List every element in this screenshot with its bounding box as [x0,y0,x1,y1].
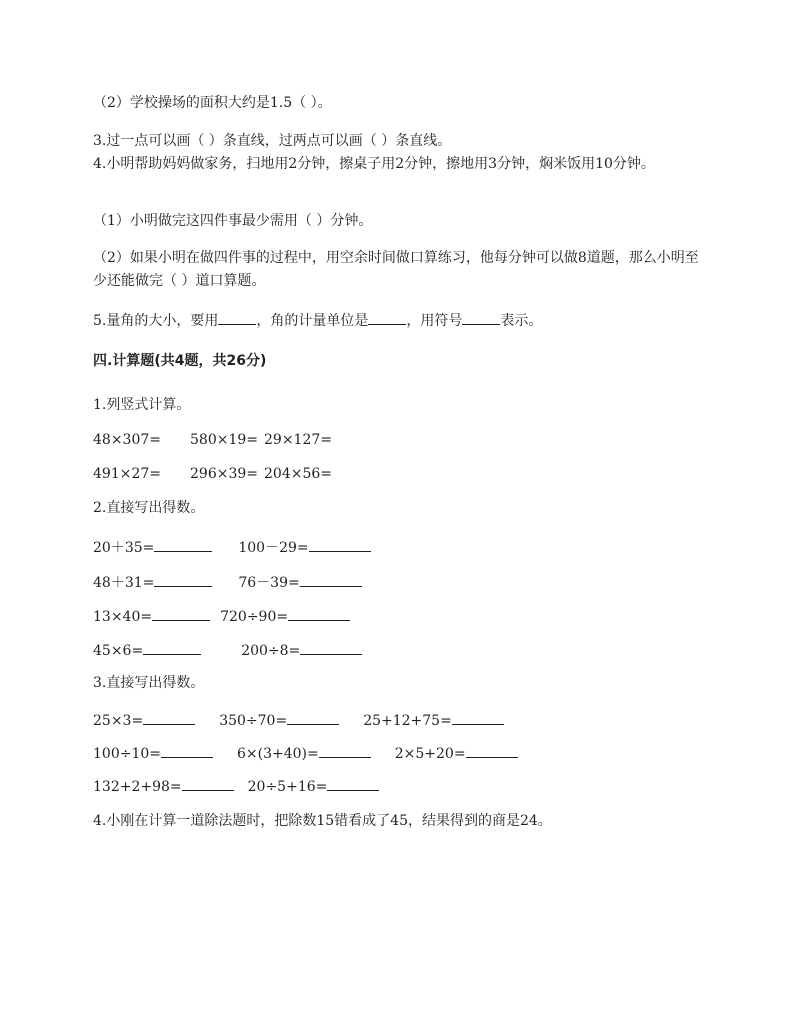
mental-math-item: 350÷70= [219,713,288,729]
answer-blank[interactable] [154,537,212,552]
question-3-2: （2）学校操场的面积大约是1.5（ ）。 [93,95,332,111]
answer-blank[interactable] [288,606,350,621]
mental-math-item: 720÷90= [220,609,289,625]
question-4-2-title: 2.直接写出得数。 [93,500,205,516]
calc-item: 29×127= [264,432,332,448]
calc-row [93,465,332,483]
answer-blank[interactable] [452,710,504,725]
answer-blank[interactable] [300,640,362,655]
mental-math-item: 45×6= [93,643,144,659]
answer-blank[interactable] [466,743,518,758]
mental-math-item: 20÷5+16= [247,779,328,795]
mental-math-item: 76－39= [238,575,300,591]
answer-blank[interactable] [368,310,406,325]
question-4-3-title: 3.直接写出得数。 [93,675,205,691]
mental-math-item: 200÷8= [241,643,301,659]
mental-math-row [93,640,362,660]
mental-math-item: 25+12+75= [363,713,452,729]
question-3-5-part1: 5.量角的大小，要用 [93,313,219,329]
answer-blank[interactable] [287,710,339,725]
question-3-5 [93,310,542,330]
mental-math-item: 6×(3+40)= [237,746,319,762]
answer-blank[interactable] [154,572,212,587]
question-3-5-part2: ，角的计量单位是 [256,313,369,329]
calc-row [93,431,332,449]
mental-math-item: 132+2+98= [93,779,182,795]
mental-math-row [93,710,504,730]
answer-blank[interactable] [161,743,213,758]
calc-item: 204×56= [264,466,332,482]
mental-math-row [93,776,379,796]
calc-item: 491×27= [93,466,161,482]
answer-blank[interactable] [309,537,371,552]
answer-blank[interactable] [218,310,256,325]
answer-blank[interactable] [300,572,362,587]
question-3-5-part3: ，用符号 [406,313,463,329]
mental-math-row [93,606,350,626]
answer-blank[interactable] [319,743,371,758]
mental-math-item: 100－29= [238,540,309,556]
calc-item: 580×19= [190,432,258,448]
section-4-title: 四.计算题(共4题，共26分) [93,353,267,369]
question-3-5-part4: 表示。 [500,313,543,329]
answer-blank[interactable] [152,606,210,621]
mental-math-item: 20＋35= [93,540,155,556]
answer-blank[interactable] [462,310,500,325]
answer-blank[interactable] [143,710,195,725]
mental-math-item: 13×40= [93,609,153,625]
mental-math-item: 100÷10= [93,746,161,762]
calc-item: 48×307= [93,432,161,448]
question-3-4-2: （2）如果小明在做四件事的过程中，用空余时间做口算练习，他每分钟可以做8道题，那么小明至少还能做完（ ）道口算题。 [93,250,699,289]
question-3-4-stem: 4.小明帮助妈妈做家务，扫地用2分钟，擦桌子用2分钟，擦地用3分钟，焖米饭用10分钟。 [93,156,655,172]
question-3-4-1: （1）小明做完这四件事最少需用（ ）分钟。 [93,213,373,229]
mental-math-row [93,537,371,557]
question-4-4: 4.小刚在计算一道除法题时，把除数15错看成了45，结果得到的商是24。 [93,813,552,829]
answer-blank[interactable] [182,776,234,791]
question-3-3: 3.过一点可以画（ ）条直线，过两点可以画（ ）条直线。 [93,133,452,149]
mental-math-item: 2×5+20= [394,746,466,762]
question-4-1-title: 1.列竖式计算。 [93,397,191,413]
mental-math-item: 48＋31= [93,575,155,591]
mental-math-item: 25×3= [93,713,144,729]
mental-math-row [93,572,362,592]
answer-blank[interactable] [143,640,201,655]
calc-item: 296×39= [190,466,258,482]
answer-blank[interactable] [327,776,379,791]
mental-math-row [93,743,518,763]
